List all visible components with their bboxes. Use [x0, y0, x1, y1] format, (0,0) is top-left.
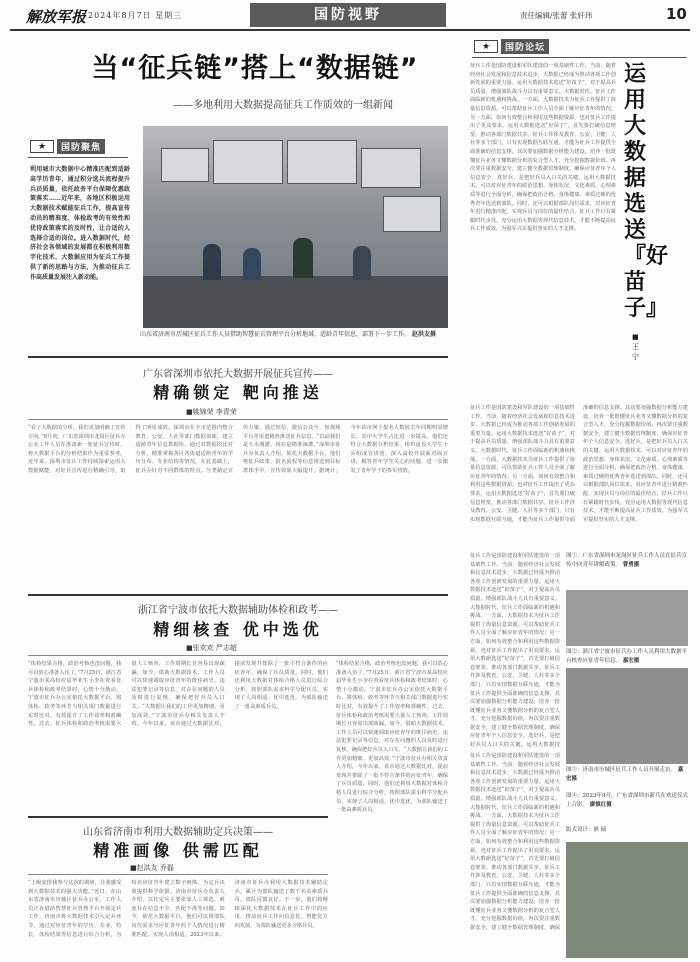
forum-rule	[472, 57, 687, 58]
photo-caption-1	[566, 552, 688, 569]
article-3-byline: ■赵洪友 乔磊	[130, 864, 174, 872]
article-2-title: 精细核查 优中选优	[153, 620, 323, 639]
caption-3-credit: 嘉宏摄	[566, 767, 684, 782]
caption-4-credit: 廖镇红摄	[589, 801, 612, 808]
layout-editor: 版式设计：耿 硕	[566, 827, 607, 833]
main-photo	[143, 126, 448, 328]
photo-credit: 赵洪友摄	[411, 331, 436, 338]
article-2-byline: ■张欢欢 严志超	[186, 644, 237, 652]
header-editors: 责任编辑/张蕾 张轩玮	[520, 11, 593, 20]
forum-body-cont2: 征兵工作是国防建设和军队建设的一项基础性工作。当前，随着经济社会发展和信息技术进步，大数据已经成为推动各项工作创新发展的重要力量。运用大数据技术选送“好苗子”，对于提高兵员质量、增强部队战斗力具有重要意义。大数据时代，征兵工作面临新的机遇和挑战。一方面，大数据技术为征兵工作提供了海量信息资源，可以帮助征兵工作人员全面了解应征青年的情况；另一方面，如何有效整合和利用这些数据资源，也对征兵工作提出了更高要求。运用大数据选送“好苗子”，首先要打破信息壁垒，推动各部门数据共享。征兵工作涉及教育、公安、卫健、人社等多个部门，只有实现数据互联互通，才能为征兵工作提供全面准确的信息支撑。其次要加强数据分析能力建设，培养一批既懂征兵业务又懂数据分析的复合型人才，充分挖掘数据价值。再次要注重数据安全，建立健全数据管理制度，确保应征青年个人信息安全。选好兵，是把好兵员入口关的关键。运用大数据技	[470, 553, 560, 749]
photo-person	[353, 246, 371, 280]
article-1-rule	[28, 356, 448, 358]
masthead-logo: 解放军报	[26, 8, 87, 26]
forum-label	[474, 39, 549, 54]
photo-caption-3	[566, 766, 688, 783]
article-3-title: 精准画像 供需匹配	[93, 841, 263, 860]
article-3-rule	[28, 816, 328, 818]
photo-screen	[361, 148, 421, 188]
caption-4-text: 图④：2023年9月，广东省深圳市新兵在欢送仪式上合影。	[566, 793, 688, 808]
photo-caption	[140, 330, 452, 339]
feature-title: 当“征兵链”搭上“数据链”	[91, 53, 419, 84]
page-number: 10	[666, 5, 687, 23]
header-date: 2024年8月7日 星期三	[88, 11, 183, 20]
caption-2-credit: 嘉宏摄	[622, 657, 640, 664]
article-3-body: “上级安排我参与这次的调研，让我感受到大数据技术的强大功能。”近日，在山东省济南市历城区征兵办公室，工作人员正在借助智慧征兵管理平台开展定兵工作。济南市将大数据技术引入定兵环节，通过对应征青年的学历、专业、特长、体检结果等信息进行综合分析，为每名应征青年建立数字画像，为定兵决策提供科学依据。济南市征兵办负责人介绍，以往定兵主要依靠人工筛选，难免存在信息不全、匹配不准等问题。如今，依托大数据平台，他们可以将部队岗位需求与应征青年的个人情况进行精准匹配，实现人岗相适。2023年以来，济南市征兵办利用大数据技术辅助定兵，累计为部队输送了数千名高素质兵员，部队反馈良好。下一步，他们将继续深化大数据技术在征兵工作中的应用，推动征兵工作向信息化、智能化方向发展，为部队输送更多合格兵员。	[28, 880, 328, 938]
focus-rule	[28, 157, 128, 158]
photo-desk	[143, 276, 448, 328]
forum-body-cont3: 征兵工作是国防建设和军队建设的一项基础性工作。当前，随着经济社会发展和信息技术进步，大数据已经成为推动各项工作创新发展的重要力量。运用大数据技术选送“好苗子”，对于提高兵员质量、增强部队战斗力具有重要意义。大数据时代，征兵工作面临新的机遇和挑战。一方面，大数据技术为征兵工作提供了海量信息资源，可以帮助征兵工作人员全面了解应征青年的情况；另一方面，如何有效整合和利用这些数据资源，也对征兵工作提出了更高要求。运用大数据选送“好苗子”，首先要打破信息壁垒，推动各部门数据共享。征兵工作涉及教育、公安、卫健、人社等多个部门，只有实现数据互联互通，才能为征兵工作提供全面准确的信息支撑。其次要加强数据分析能力建设，培养一批既懂征兵业务又懂数据分析的复合型人才，充分挖掘数据价值。再次要注重数据安全，建立健全数据管理制度，确保	[470, 753, 560, 931]
forum-label-text: 国防论坛	[501, 39, 549, 54]
star-badge-icon: ★	[30, 140, 54, 153]
photo-screen	[383, 196, 441, 232]
article-2-body: “体检结果合格，政治考核也没问题，我可以放心准备入伍了。”7月25日，浙江省宁波市某高校应届毕业生小李在查看征兵体检和政考结果时，心情十分激动。宁波市征兵办公室依托大数据平台，将体检、政考等环节与相关部门数据进行实时比对，有效提升了工作效率和准确性。过去，征兵体检和政治考核需要大量人工核查，工作周期长且容易出现疏漏。如今，借助大数据技术，工作人员可以快速调取应征青年的既往病史、违法犯罪记录等信息，对存在问题的人员及时进行复核，确保把好兵员入口关。“大数据让我们的工作更加精细、更加高效。”宁波市征兵办相关负责人介绍，今年以来，该市通过大数据比对，提前发现并排除了一批不符合条件的应征青年，确保了兵员质量。同时，他们还利用大数据对体检合格人员进行综合分析，按照部队需求科学分配兵员，实现了人岗相适、优中选优，为部队输送了一批高素质兵员。	[28, 661, 328, 728]
photo-person	[243, 248, 261, 280]
star-badge-icon: ★	[474, 40, 498, 53]
caption-1-credit: 曹勇摄	[622, 561, 640, 568]
right-photo-1	[566, 590, 688, 646]
article-2-rule	[28, 594, 448, 596]
article-1-kicker: 广东省深圳市依托大数据开展征兵宣传——	[143, 369, 333, 380]
article-1-body: “看了大数据的分析，我们更加明确了宣传方向。”8月初，广东省深圳市龙岗区征兵办公室工作人员在准备新一轮征兵宣传时，将大数据平台的分析结果作为重要参考。近年来，深圳市征兵工作持续探索运用大数据赋能，对征兵宣传进行精确引导，取得了明显成效。深圳市在全市范围内整合教育、公安、人社等部门数据资源，建立适龄青年信息数据库，通过对数据的比对分析，精准掌握各区各街道适龄青年的学历分布、专业结构等情况。在此基础上，征兵办针对不同群体的特点，分类制定宣传方案，通过短信、微信公众号、短视频平台等渠道精准推送征兵信息。“以前我们是大水漫灌，现在是精准滴灌。”深圳市征兵办负责人介绍，依托大数据平台，他们将征兵政策、报名流程等信息推送到目标群体手中，宣传效果大幅提升。据统计，今年该市网上报名人数较去年同期明显增长，其中大学生占比进一步提高。他们还结合大数据分析结果，组织退役大学生士兵组成宣讲团，深入高校开展面对面宣讲，解答青年学生关心的问题，进一步激发了青年学子的参军热情。	[28, 425, 448, 474]
right-photo-2	[566, 668, 688, 764]
article-1-byline: ■姚锦荣 李青荣	[186, 408, 237, 416]
article-continuation: “体检结果合格，政治考核也没问题，我可以放心准备入伍了。”7月25日，浙江省宁波市某高校应届毕业生小李在查看征兵体检和政考结果时，心情十分激动。宁波市征兵办公室依托大数据平台，将体检、政考等环节与相关部门数据进行实时比对，有效提升了工作效率和准确性。过去，征兵体检和政治考核需要大量人工核查，工作周期长且容易出现疏漏。如今，借助大数据技术，工作人员可以快速调取应征青年的既往病史、违法犯罪记录等信息，对存在问题的人员及时进行复核，确保把好兵员入口关。“大数据让我们的工作更加精细、更加高效。”宁波市征兵办相关负责人介绍，今年以来，该市通过大数据比对，提前发现并排除了一批不符合条件的应征青年，确保了兵员质量。同时，他们还利用大数据对体检合格人员进行综合分析，按照部队需求科学分配兵员，实现了人岗相适、优中选优，为部队输送了一批高素质兵员。	[336, 661, 448, 814]
section-title: 国防视野	[314, 7, 382, 23]
photo-screen	[213, 140, 283, 184]
photo-screen	[161, 148, 209, 182]
photo-screen	[287, 140, 357, 184]
forum-title: 运用大数据选送『好苗子』	[624, 62, 669, 321]
caption-2-text: 图②：浙江省宁波市征兵办工作人员利用大数据平台核查应征青年信息。	[566, 649, 688, 664]
feature-subtitle: ——多地利用大数据提高征兵工作质效的一组新闻	[173, 100, 393, 111]
article-3-kicker: 山东省济南市利用大数据辅助定兵决策——	[83, 827, 273, 838]
right-photo-3	[566, 842, 688, 958]
article-1-title: 精确锁定 靶向推送	[153, 383, 323, 402]
photo-person	[293, 238, 313, 278]
forum-author: ■王宁	[632, 333, 639, 361]
header-rule	[10, 29, 690, 31]
caption-3-text: 图③：济南市历城区征兵工作人员开展走访。	[566, 767, 677, 773]
caption-1-text: 图①：广东省深圳市龙岗区征兵工作人员在征兵宣传中向青年讲解政策。	[566, 553, 688, 568]
article-3-thin-rule	[28, 874, 328, 875]
photo-caption-2	[566, 648, 688, 665]
focus-label	[30, 139, 105, 154]
article-2-thin-rule	[28, 655, 448, 656]
article-1-thin-rule	[28, 419, 448, 420]
photo-caption-4	[566, 792, 688, 809]
forum-body-cont: 征兵工作是国防建设和军队建设的一项基础性工作。当前，随着经济社会发展和信息技术进步，大数据已经成为推动各项工作创新发展的重要力量。运用大数据技术选送“好苗子”，对于提高兵员质量、增强部队战斗力具有重要意义。大数据时代，征兵工作面临新的机遇和挑战。一方面，大数据技术为征兵工作提供了海量信息资源，可以帮助征兵工作人员全面了解应征青年的情况；另一方面，如何有效整合和利用这些数据资源，也对征兵工作提出了更高要求。运用大数据选送“好苗子”，首先要打破信息壁垒，推动各部门数据共享。征兵工作涉及教育、公安、卫健、人社等多个部门，只有实现数据互联互通，才能为征兵工作提供全面准确的信息支撑。其次要加强数据分析能力建设，培养一批既懂征兵业务又懂数据分析的复合型人才，充分挖掘数据价值。再次要注重数据安全，建立健全数据管理制度，确保应征青年个人信息安全。选好兵，是把好兵员入口关的关键。运用大数据技术，可以对应征青年的政治思想、身体状况、文化素质、心理素质等进行全面分析，确保把政治合格、身体健康、素质过硬的优秀青年选送到部队。同时，还可以根据部队岗位需求，对应征青年进行精准匹配，实现兵员与岗位的最佳结合。征兵工作只有紧跟时代步伐，充分运用大数据等现代信息技术，才能不断提高征兵工作质效，为强军兴军提供坚实的人才支撑。	[470, 405, 688, 523]
focus-label-text: 国防聚焦	[57, 139, 105, 154]
article-2-kicker: 浙江省宁波市依托大数据辅助体检和政考——	[138, 605, 338, 616]
focus-text: 利用城市大数据中心精准匹配到适龄高学历青年，通过积分选兵流程提升兵员质量，依托政务平台保障优惠政策落实……近年来，各地区积极运用大数据技术赋能征兵工作，提高宣传动员的精准度、体检政考的有效性和优待政策落实的及时性，让合适的人选择合适的岗位。进入数据时代，经济社会各领域的发展都在积极利用数字化技术，大数据应用为征兵工作提供了新的思路与方法，为推动征兵工作高质量发展注入新动能。	[30, 166, 130, 281]
photo-caption-text: 山东省济南市历城区征兵工作人员借助智慧征兵管理平台分析地域、适龄青年信息，部署下一步工作。	[140, 331, 411, 338]
forum-body: 征兵工作是国防建设和军队建设的一项基础性工作。当前，随着经济社会发展和信息技术进步，大数据已经成为推动各项工作创新发展的重要力量。运用大数据技术选送“好苗子”，对于提高兵员质量、增强部队战斗力具有重要意义。大数据时代，征兵工作面临新的机遇和挑战。一方面，大数据技术为征兵工作提供了海量信息资源，可以帮助征兵工作人员全面了解应征青年的情况；另一方面，如何有效整合和利用这些数据资源，也对征兵工作提出了更高要求。运用大数据选送“好苗子”，首先要打破信息壁垒，推动各部门数据共享。征兵工作涉及教育、公安、卫健、人社等多个部门，只有实现数据互联互通，才能为征兵工作提供全面准确的信息支撑。其次要加强数据分析能力建设，培养一批既懂征兵业务又懂数据分析的复合型人才，充分挖掘数据价值。再次要注重数据安全，建立健全数据管理制度，确保应征青年个人信息安全。选好兵，是把好兵员入口关的关键。运用大数据技术，可以对应征青年的政治思想、身体状况、文化素质、心理素质等进行全面分析，确保把政治合格、身体健康、素质过硬的优秀青年选送到部队。同时，还可以根据部队岗位需求，对应征青年进行精准匹配，实现兵员与岗位的最佳结合。征兵工作只有紧跟时代步伐，充分运用大数据等现代信息技术，才能不断提高征兵工作质效，为强军兴军提供坚实的人才支撑。	[470, 63, 616, 233]
photo-person	[203, 244, 221, 280]
